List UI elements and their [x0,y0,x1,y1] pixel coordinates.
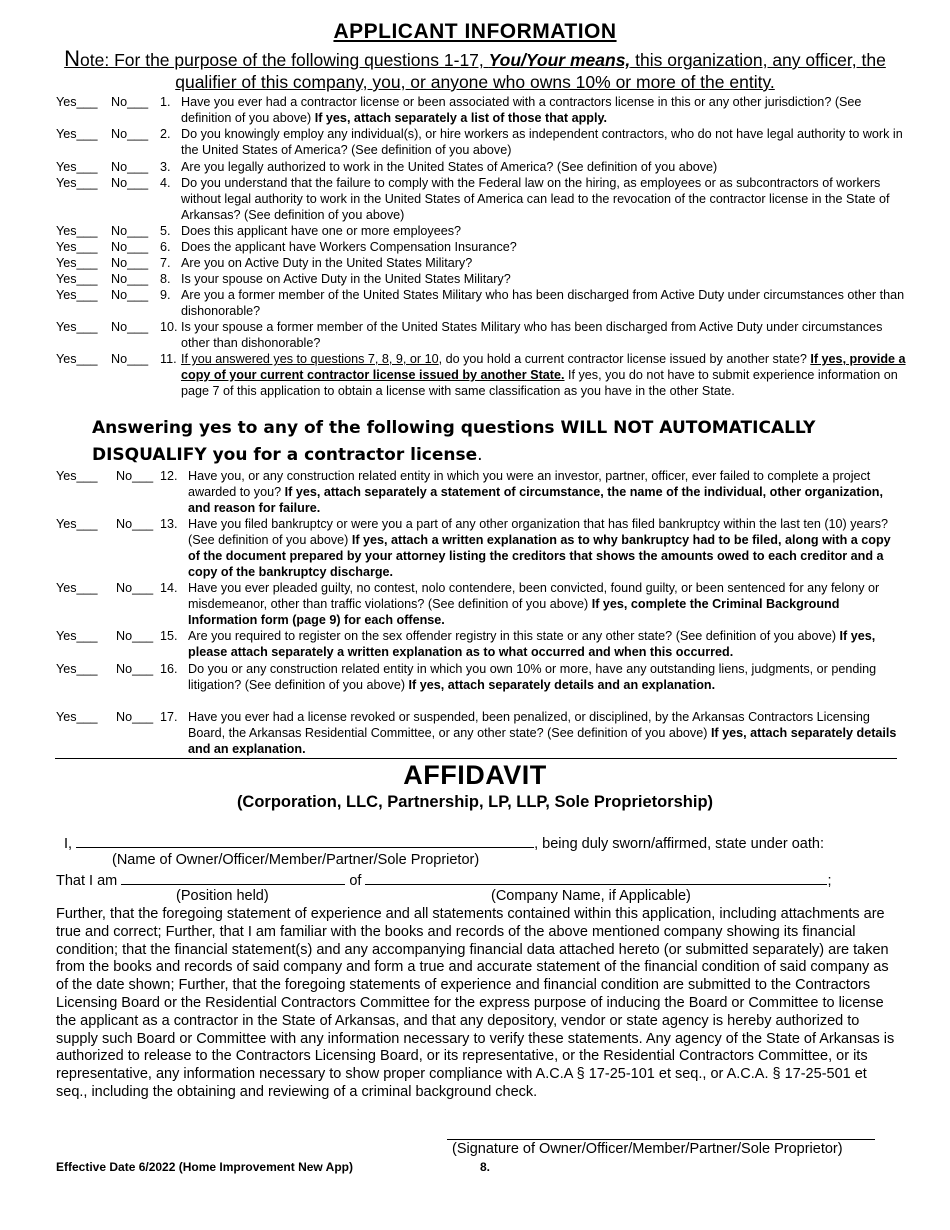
question-6 [56,239,906,255]
question-text: Does the applicant have Workers Compensation Insurance? [181,240,517,254]
question-8 [56,271,906,287]
no-blank[interactable]: No___ [116,517,154,531]
signature-caption: (Signature of Owner/Officer/Member/Partner/Sole Proprietor) [452,1141,843,1157]
affidavit-title: AFFIDAVIT [403,760,547,790]
position-field[interactable] [121,871,345,885]
question-text: Have you ever pleaded guilty, no contest, nolo contendere, been convicted, found guilty, or been sentenced for any felony or misdemeanor, other than traffic violations? (See definition of you above) If yes, complete the Criminal Background Information form (page 9) for each offense. [188,581,880,627]
question-2 [56,126,906,158]
question-3 [56,159,906,175]
affidavit-subtitle: (Corporation, LLC, Partnership, LP, LLP, Sole Proprietorship) [236,793,714,811]
yes-blank[interactable]: Yes___ [56,710,98,724]
question-number: 7. [160,256,171,270]
affidavit-paragraph: Further, that the foregoing statement of experience and all statements contained within this application, including attachments are true and correct; Further, that I am familiar with the books and records of the above mentioned company showing its financial condition; that the financial statement(s) and any accompanying financial data attached hereto (or submitted separately) are taken from the books and records of said company and form a true and accurate statement of the financial condition of said company as of the date shown; Further, that the foregoing statements of experience and financial condition are submitted to the Contractors Licensing Board or the Residential Contractors Committee for the express purpose of inducing the Board or Committee to license the applicant as a contractor in the State of Arkansas, and that any depository, vendor or state agency is hereby authorized to supply such Board or Committee with any information necessary to verify these statements. Any agency of the State of Arkansas is authorized to release to the Contractors Licensing Board, or its representative, or the Residential Contractors Committee, or its representative, any information necessary to show proper compliance with A.C.A § 17-25-101 et seq., or A.C.A. § 17-25-501 et seq., including the obtaining and reviewing of a criminal background check. [56,906,895,1100]
question-text: Do you understand that the failure to comply with the Federal law on the hiring, as employees or as subcontractors of workers without legal authority to work in the United States of America can lead to the revocation of the contractor license in the State of Arkansas? (See definition of you above) [181,176,890,222]
question-12 [56,468,906,516]
question-text: Are you on Active Duty in the United States Military? [181,256,473,270]
no-blank[interactable]: No___ [111,352,149,366]
yes-blank[interactable]: Yes___ [56,320,98,334]
yes-blank[interactable]: Yes___ [56,352,98,366]
question-10 [56,319,906,351]
no-blank[interactable]: No___ [111,320,149,334]
question-9 [56,287,906,319]
no-blank[interactable]: No___ [111,288,149,302]
no-blank[interactable]: No___ [116,710,154,724]
name-caption: (Name of Owner/Officer/Member/Partner/Sole Proprietor) [112,852,480,868]
no-blank[interactable]: No___ [116,662,154,676]
yes-blank[interactable]: Yes___ [56,256,98,270]
note-pre: ote: For the purpose of the following questions 1-17, [80,50,489,70]
question-text: Have you filed bankruptcy or were you a part of any other organization that has filed bankruptcy within the last ten (10) years? (See definition of you above) If yes, attach a written explanation as to why bankruptcy had to be filed, along with a copy of the document prepared by your attorney listing the creditors that shows the amounts owed to each creditor and a copy of the bankruptcy discharge. [188,517,891,579]
question-13 [56,516,906,580]
question-text: Is your spouse a former member of the United States Military who has been discharged from Active Duty under circumstances other than dishonorable? [181,320,883,350]
question-number: 8. [160,272,171,286]
signature-field[interactable] [447,1139,875,1140]
no-blank[interactable]: No___ [111,127,149,141]
yes-blank[interactable]: Yes___ [56,95,98,109]
no-blank[interactable]: No___ [111,95,149,109]
question-number: 9. [160,288,171,302]
yes-blank[interactable]: Yes___ [56,662,98,676]
yes-blank[interactable]: Yes___ [56,517,98,531]
question-number: 3. [160,160,171,174]
question-number: 16. [160,662,178,676]
page-title: APPLICANT INFORMATION [333,20,617,43]
yes-blank[interactable]: Yes___ [56,272,98,286]
question-number: 17. [160,710,178,724]
question-16 [56,661,906,693]
effective-date: Effective Date 6/2022 (Home Improvement New App) [56,1160,353,1174]
yes-blank[interactable]: Yes___ [56,469,98,483]
of-label: of [349,873,362,889]
question-text: If you answered yes to questions 7, 8, 9, or 10, do you hold a current contractor license issued by another state? If yes, provide a copy of your current contractor license issued by another State. If yes, you do not have to submit experience information on page 7 of this application to obtain a license with same classification as you have in the other State. [181,352,906,398]
that-i-am-label: That I am [56,873,118,889]
page-number: 8. [480,1160,491,1174]
question-1 [56,94,906,126]
question-text: Does this applicant have one or more employees? [181,224,462,238]
no-blank[interactable]: No___ [111,160,149,174]
no-blank[interactable]: No___ [111,224,149,238]
no-blank[interactable]: No___ [111,272,149,286]
question-text: Do you knowingly employ any individual(s), or hire workers as independent contractors, who do not have legal authority to work in the United States of America? (See definition of you above) [181,127,903,157]
definition-note [60,48,890,93]
note-emphasis: You/Your means, [488,50,631,70]
yes-blank[interactable]: Yes___ [56,176,98,190]
question-7 [56,255,906,271]
no-blank[interactable]: No___ [111,240,149,254]
sworn-statement-line [64,834,824,852]
question-number: 11. [160,352,177,366]
question-number: 15. [160,629,178,643]
question-number: 6. [160,240,171,254]
question-text: Have you ever had a contractor license or been associated with a contractors license in this or any other jurisdiction? (See definition of you above) If yes, attach separately a list of those that apply. [181,95,862,125]
sworn-text: , being duly sworn/affirmed, state under oath: [534,836,824,852]
question-text: Have you, or any construction related entity in which you were an investor, partner, officer, ever failed to complete a project awarded to you? If yes, attach separately a statement of circumstance, the name of the individual, other organization, and reason for failure. [188,469,883,515]
owner-name-field[interactable] [76,834,534,848]
question-11 [56,351,906,399]
note-post: this organization, any officer, the qualifier of this company, you, or anyone who owns 10% or more of the entity. [175,50,886,92]
yes-blank[interactable]: Yes___ [56,581,98,595]
yes-blank[interactable]: Yes___ [56,240,98,254]
section-divider [55,758,897,759]
question-5 [56,223,906,239]
question-number: 14. [160,581,178,595]
i-label: I, [64,836,73,852]
note-first-letter: N [64,46,81,71]
no-blank[interactable]: No___ [111,176,149,190]
position-caption: (Position held) [176,888,269,904]
question-number: 10. [160,320,178,334]
question-number: 13. [160,517,178,531]
yes-blank[interactable]: Yes___ [56,288,98,302]
warning-heading [92,415,912,469]
question-number: 2. [160,127,171,141]
position-company-line [56,871,831,889]
yes-blank[interactable]: Yes___ [56,127,98,141]
question-number: 5. [160,224,171,238]
question-15 [56,628,906,660]
yes-blank[interactable]: Yes___ [56,160,98,174]
yes-blank[interactable]: Yes___ [56,629,98,643]
warning-line-1: Answering yes to any of the following questions WILL NOT AUTOMATICALLY [92,418,816,438]
company-name-field[interactable] [365,871,827,885]
question-number: 12. [160,469,178,483]
question-17 [56,709,906,757]
question-text: Have you ever had a license revoked or suspended, been penalized, or disciplined, by the Arkansas Contractors Licensing Board, the Arkansas Residential Committee, or any other state? (See definition of you above) If yes, attach separately details and an explanation. [188,710,897,756]
warning-line-2: DISQUALIFY you for a contractor license. [92,445,483,465]
question-text: Are you required to register on the sex offender registry in this state or any other state? (See definition of you above) If yes, please attach separately a written explanation as to what occurred and when this occurred. [188,629,876,659]
question-text: Are you legally authorized to work in the United States of America? (See definition of you above) [181,160,718,174]
no-blank[interactable]: No___ [116,629,154,643]
question-text: Is your spouse on Active Duty in the United States Military? [181,272,511,286]
question-number: 1. [160,95,171,109]
question-4 [56,175,906,223]
semicolon: ; [827,873,832,889]
company-caption: (Company Name, if Applicable) [491,888,691,904]
question-number: 4. [160,176,171,190]
question-text: Do you or any construction related entity in which you own 10% or more, have any outstanding liens, judgments, or pending litigation? (See definition of you above) If yes, attach separately details and an explanation. [188,662,877,692]
no-blank[interactable]: No___ [116,469,154,483]
no-blank[interactable]: No___ [116,581,154,595]
yes-blank[interactable]: Yes___ [56,224,98,238]
question-text: Are you a former member of the United States Military who has been discharged from Active Duty under circumstances other than dishonorable? [181,288,905,318]
no-blank[interactable]: No___ [111,256,149,270]
question-14 [56,580,906,628]
